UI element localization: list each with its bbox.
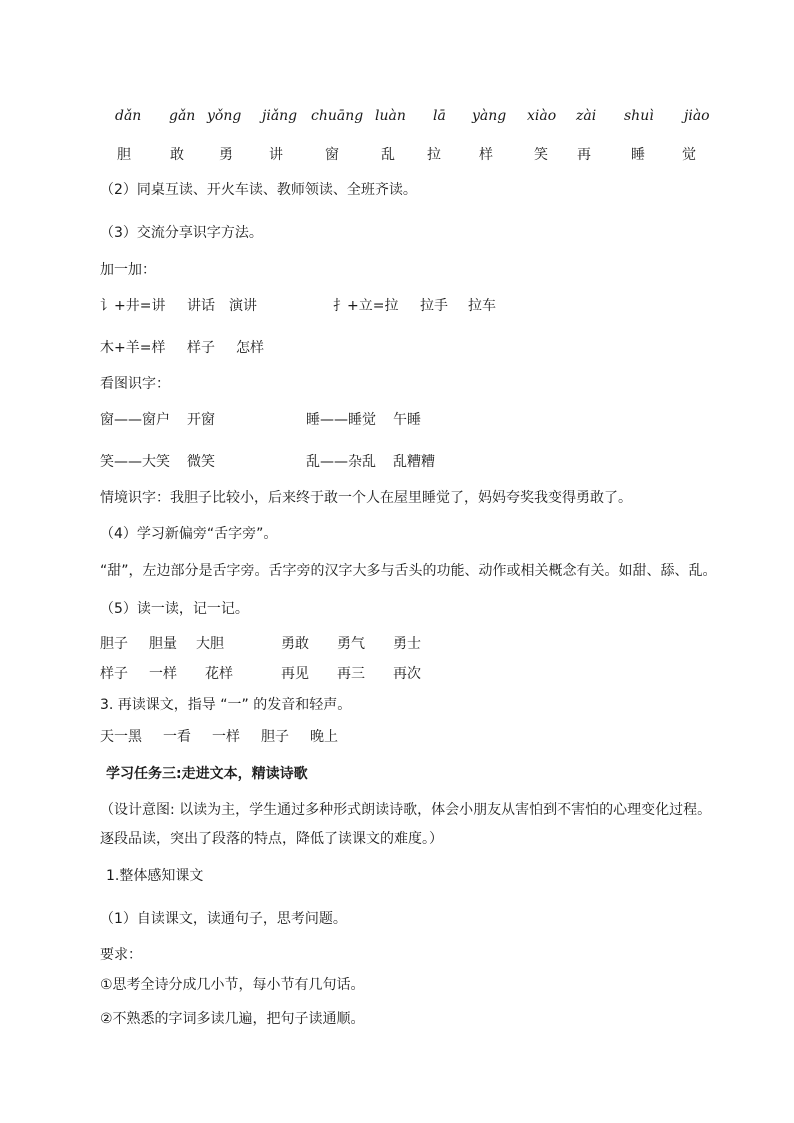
add-title: 加一加： — [100, 262, 156, 278]
pic2-c: 乱——杂乱 — [306, 454, 376, 470]
pinyin-9: xiào — [527, 108, 557, 124]
add1-word-d: 拉车 — [468, 298, 496, 314]
step-5-text: （5）读一读，记一记。 — [100, 601, 249, 617]
yi-word-5: 晚上 — [310, 729, 338, 745]
pic1-d: 午睡 — [393, 412, 421, 428]
picture-title: 看图识字： — [100, 376, 170, 392]
pic1-a: 窗——窗户 — [100, 412, 170, 428]
add2-word-b: 怎样 — [236, 340, 264, 356]
pinyin-7: lā — [433, 108, 446, 124]
hanzi-8: 样 — [479, 147, 493, 163]
hanzi-2: 敢 — [170, 147, 184, 163]
word-r2-1: 样子 — [100, 666, 128, 682]
word-r2-6: 再次 — [393, 666, 421, 682]
pinyin-1: dǎn — [115, 108, 142, 124]
pinyin-4: jiǎng — [262, 108, 298, 124]
pinyin-10: zài — [576, 108, 597, 124]
word-r1-4: 勇敢 — [281, 636, 309, 652]
add2-formula: 木+羊=样 — [100, 340, 166, 356]
add1-formula-a: 讠+井=讲 — [100, 298, 166, 314]
pic2-b: 微笑 — [187, 454, 215, 470]
hanzi-10: 再 — [577, 147, 591, 163]
add1-word-c: 拉手 — [420, 298, 448, 314]
requirement-1: ①思考全诗分成几小节，每小节有几句话。 — [100, 977, 365, 993]
yi-word-4: 胆子 — [261, 729, 289, 745]
design-intent-line-1: （设计意图: 以读为主，学生通过多种形式朗读诗歌，体会小朋友从害怕到不害怕的心理变化过程。 — [100, 802, 712, 818]
step-4-description: “甜”，左边部分是舌字旁。舌字旁的汉字大多与舌头的功能、动作或相关概念有关。如甜、舔、乱。 — [100, 563, 717, 579]
pinyin-11: shuì — [624, 108, 654, 124]
subsection-1-heading: 1.整体感知课文 — [106, 868, 204, 884]
word-r2-4: 再见 — [281, 666, 309, 682]
hanzi-1: 胆 — [117, 147, 131, 163]
step-3-text: （3）交流分享识字方法。 — [100, 225, 263, 241]
pic1-c: 睡——睡觉 — [306, 412, 376, 428]
word-r1-2: 胆量 — [149, 636, 177, 652]
add1-formula-b: 扌+立=拉 — [333, 298, 399, 314]
hanzi-3: 勇 — [219, 147, 233, 163]
hanzi-5: 窗 — [325, 147, 339, 163]
pic2-d: 乱糟糟 — [393, 454, 435, 470]
requirement-title: 要求： — [100, 947, 142, 963]
pinyin-2: gǎn — [169, 108, 196, 124]
pinyin-5: chuāng — [311, 108, 364, 124]
pinyin-3: yǒng — [207, 108, 242, 124]
pinyin-8: yàng — [472, 108, 507, 124]
hanzi-9: 笑 — [534, 147, 548, 163]
yi-word-2: 一看 — [163, 729, 191, 745]
pic2-a: 笑——大笑 — [100, 454, 170, 470]
subsection-1-step-1: （1）自读课文，读通句子，思考问题。 — [100, 911, 347, 927]
task-3-heading: 学习任务三:走进文本，精读诗歌 — [106, 766, 308, 782]
item-3-text: 3. 再读课文，指导 “一” 的发音和轻声。 — [100, 697, 352, 713]
hanzi-4: 讲 — [269, 147, 283, 163]
step-4-text: （4）学习新偏旁“舌字旁”。 — [100, 526, 278, 542]
add1-word-b: 演讲 — [229, 298, 257, 314]
pinyin-6: luàn — [375, 108, 406, 124]
context-text: 情境识字：我胆子比较小，后来终于敢一个人在屋里睡觉了，妈妈夸奖我变得勇敢了。 — [100, 490, 632, 506]
requirement-2: ②不熟悉的字词多读几遍，把句子读通顺。 — [100, 1011, 365, 1027]
hanzi-12: 觉 — [682, 147, 696, 163]
word-r2-5: 再三 — [337, 666, 365, 682]
hanzi-6: 乱 — [381, 147, 395, 163]
add2-word-a: 样子 — [187, 340, 215, 356]
word-r1-3: 大胆 — [196, 636, 224, 652]
hanzi-7: 拉 — [427, 147, 441, 163]
word-r2-2: 一样 — [149, 666, 177, 682]
add1-word-a: 讲话 — [187, 298, 215, 314]
design-intent-line-2: 逐段品读，突出了段落的特点，降低了读课文的难度。） — [100, 831, 443, 847]
pic1-b: 开窗 — [187, 412, 215, 428]
word-r1-1: 胆子 — [100, 636, 128, 652]
word-r2-3: 花样 — [205, 666, 233, 682]
word-r1-6: 勇士 — [393, 636, 421, 652]
word-r1-5: 勇气 — [337, 636, 365, 652]
step-2-text: （2）同桌互读、开火车读、教师领读、全班齐读。 — [100, 182, 417, 198]
hanzi-11: 睡 — [631, 147, 645, 163]
pinyin-12: jiào — [684, 108, 710, 124]
yi-word-3: 一样 — [212, 729, 240, 745]
yi-word-1: 天一黑 — [100, 729, 142, 745]
